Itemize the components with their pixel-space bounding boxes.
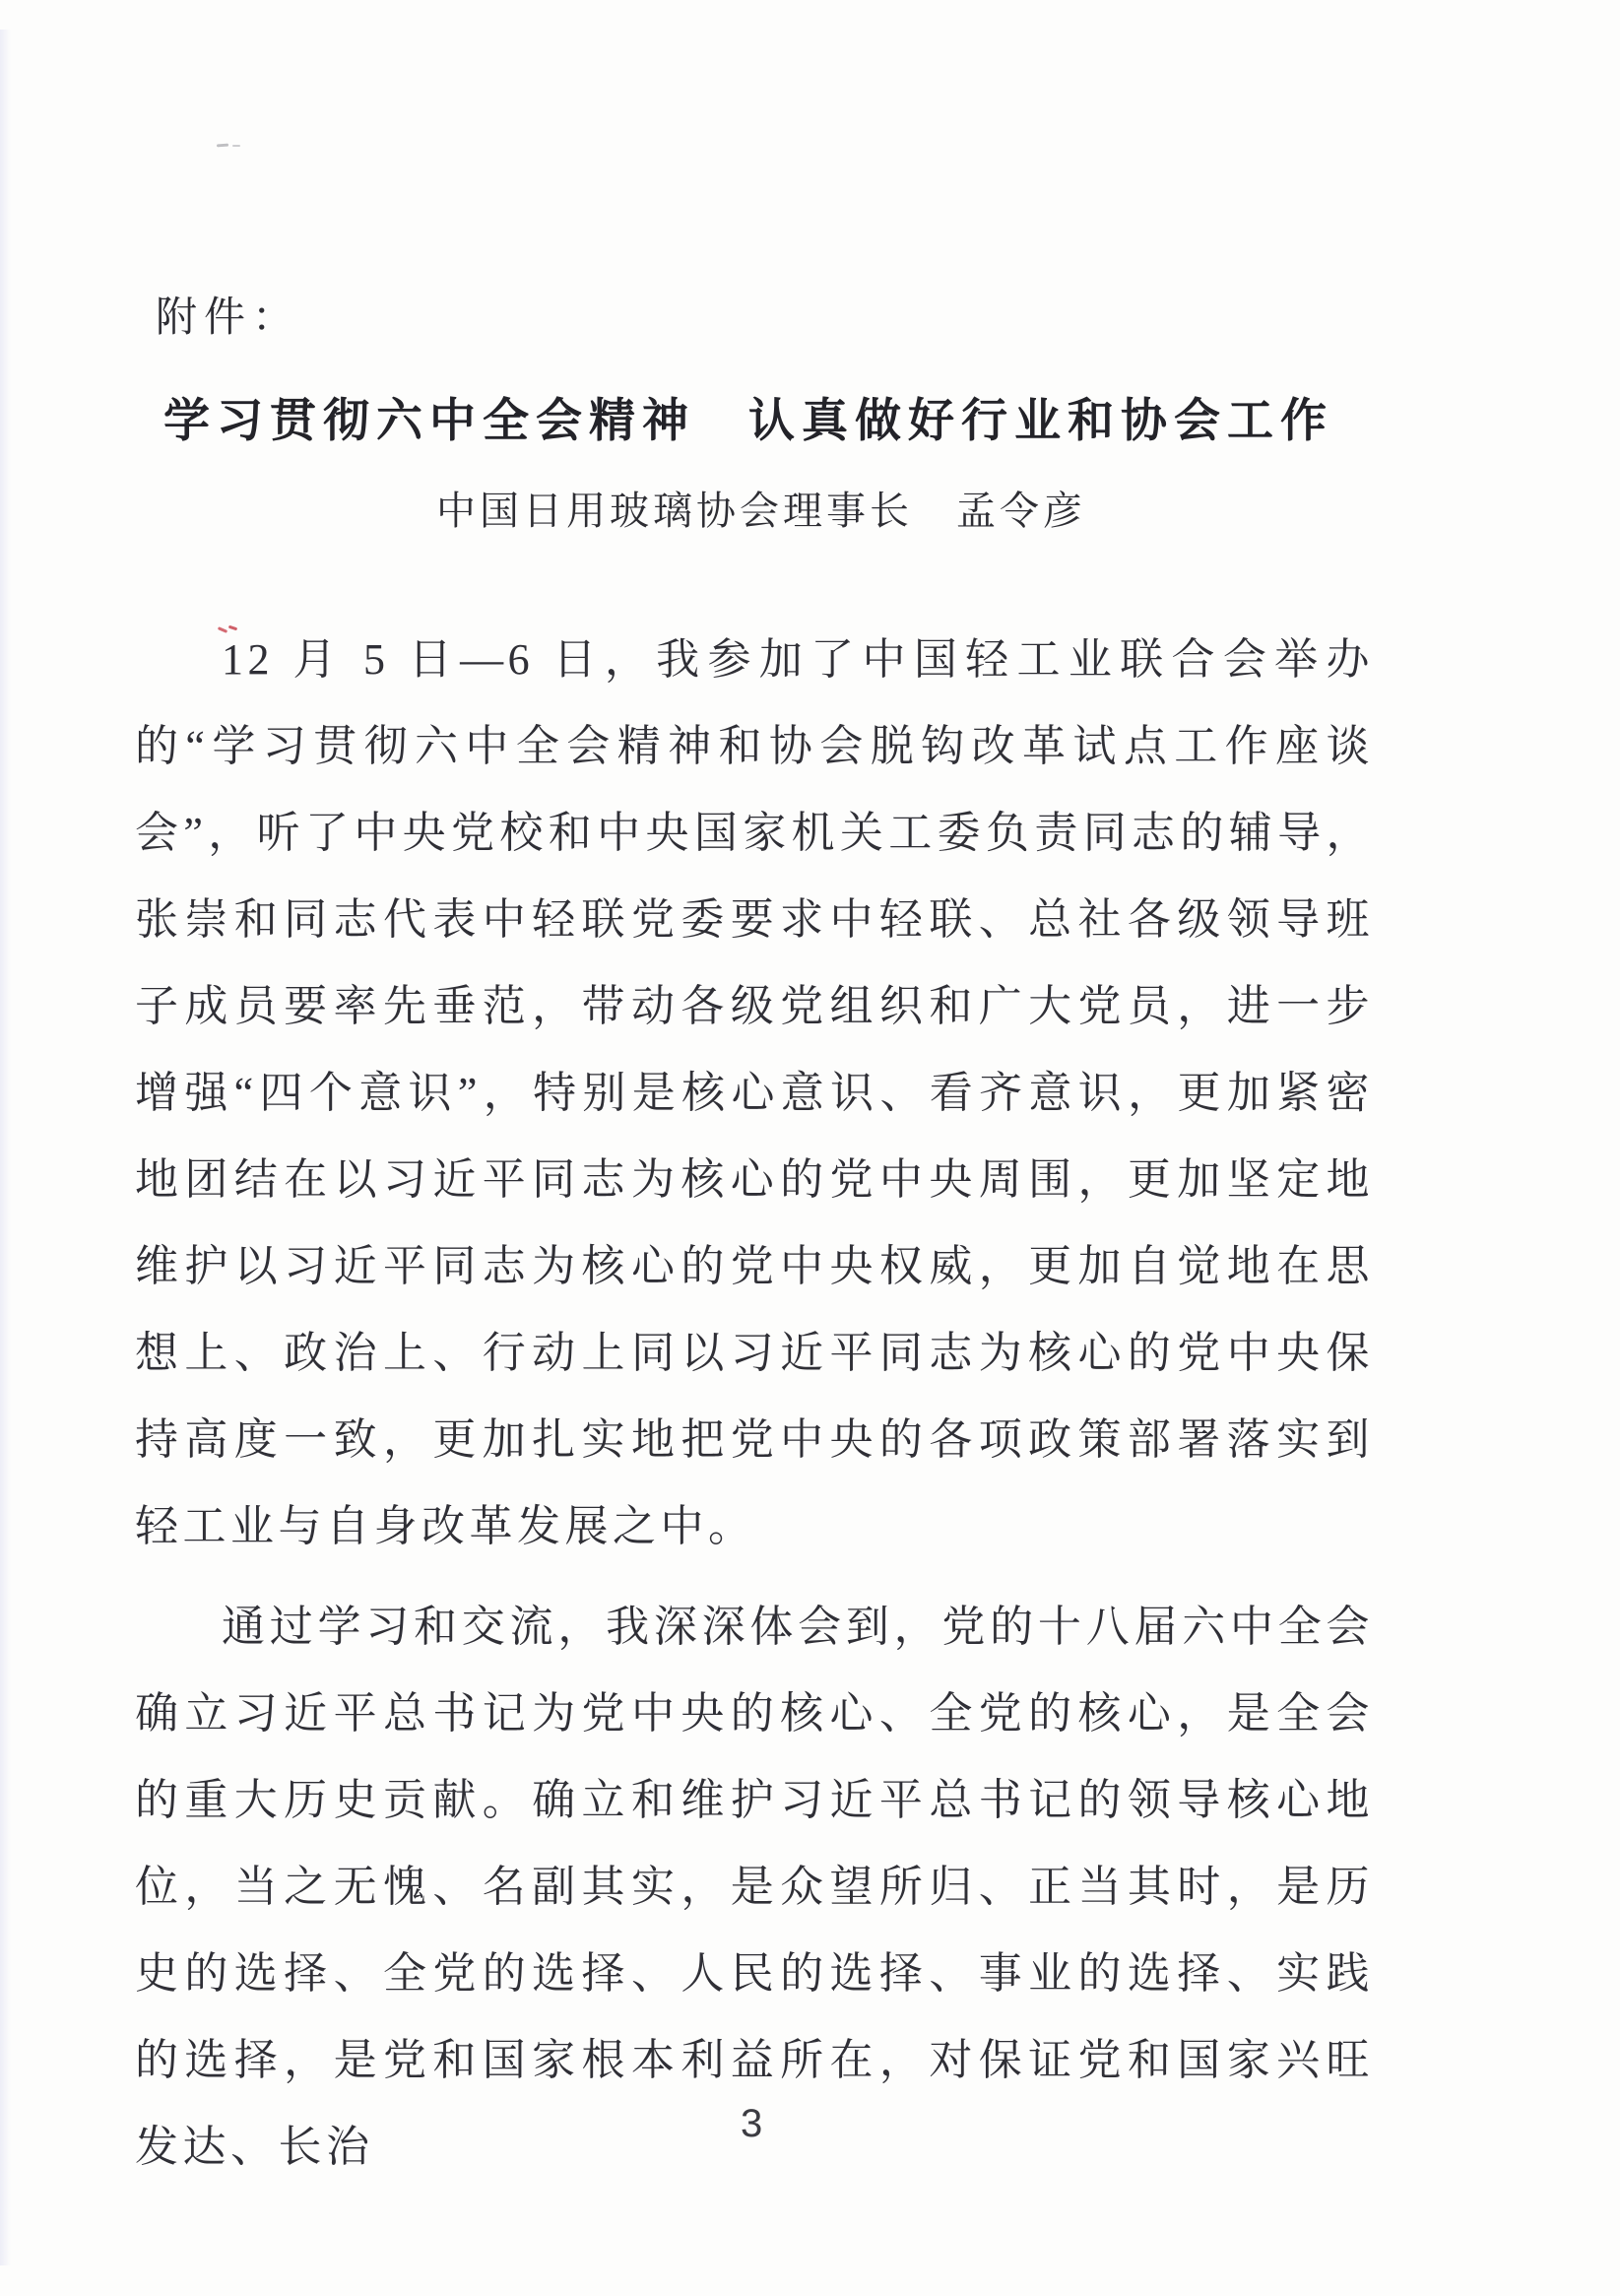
document-byline: 中国日用玻璃协会理事长 孟令彦 <box>436 489 1086 533</box>
page-number: 3 <box>741 2102 763 2145</box>
scan-edge-streak-artifact <box>0 30 11 2265</box>
body-paragraph: 12 月 5 日—6 日，我参加了中国轻工业联合会举办的“学习贯彻六中全会精神和协会脱钩改革试点工作座谈会”，听了中央党校和中央国家机关工委负责同志的辅导，张崇和同志代表中轻联党委要求中轻联、总社各级领导班子成员要率先垂范，带动各级党组织和广大党员，进一步增强“四个意识”，特别是核心意识、看齐意识，更加紧密地团结在以习近平同志为核心的党中央周围，更加坚定地维护以习近平同志为核心的党中央权威，更加自觉地在思想上、政治上、行动上同以习近平同志为核心的党中央保持高度一致，更加扎实地把党中央的各项政策部署落实到轻工业与自身改革发展之中。 <box>135 635 1374 1550</box>
attachment-label: 附件： <box>156 295 301 341</box>
document-title: 学习贯彻六中全会精神 认真做好行业和协会工作 <box>163 396 1333 447</box>
smudge-artifact <box>205 143 246 148</box>
body-paragraph: 通过学习和交流，我深深体会到，党的十八届六中全会确立习近平总书记为党中央的核心、全党的核心，是全会的重大历史贡献。确立和维护习近平总书记的领导核心地位，当之无愧、名副其实，是众望所归、正当其时，是历史的选择、全党的选择、人民的选择、事业的选择、实践的选择，是党和国家根本利益所在，对保证党和国家兴旺发达、长治 <box>135 1603 1374 2171</box>
